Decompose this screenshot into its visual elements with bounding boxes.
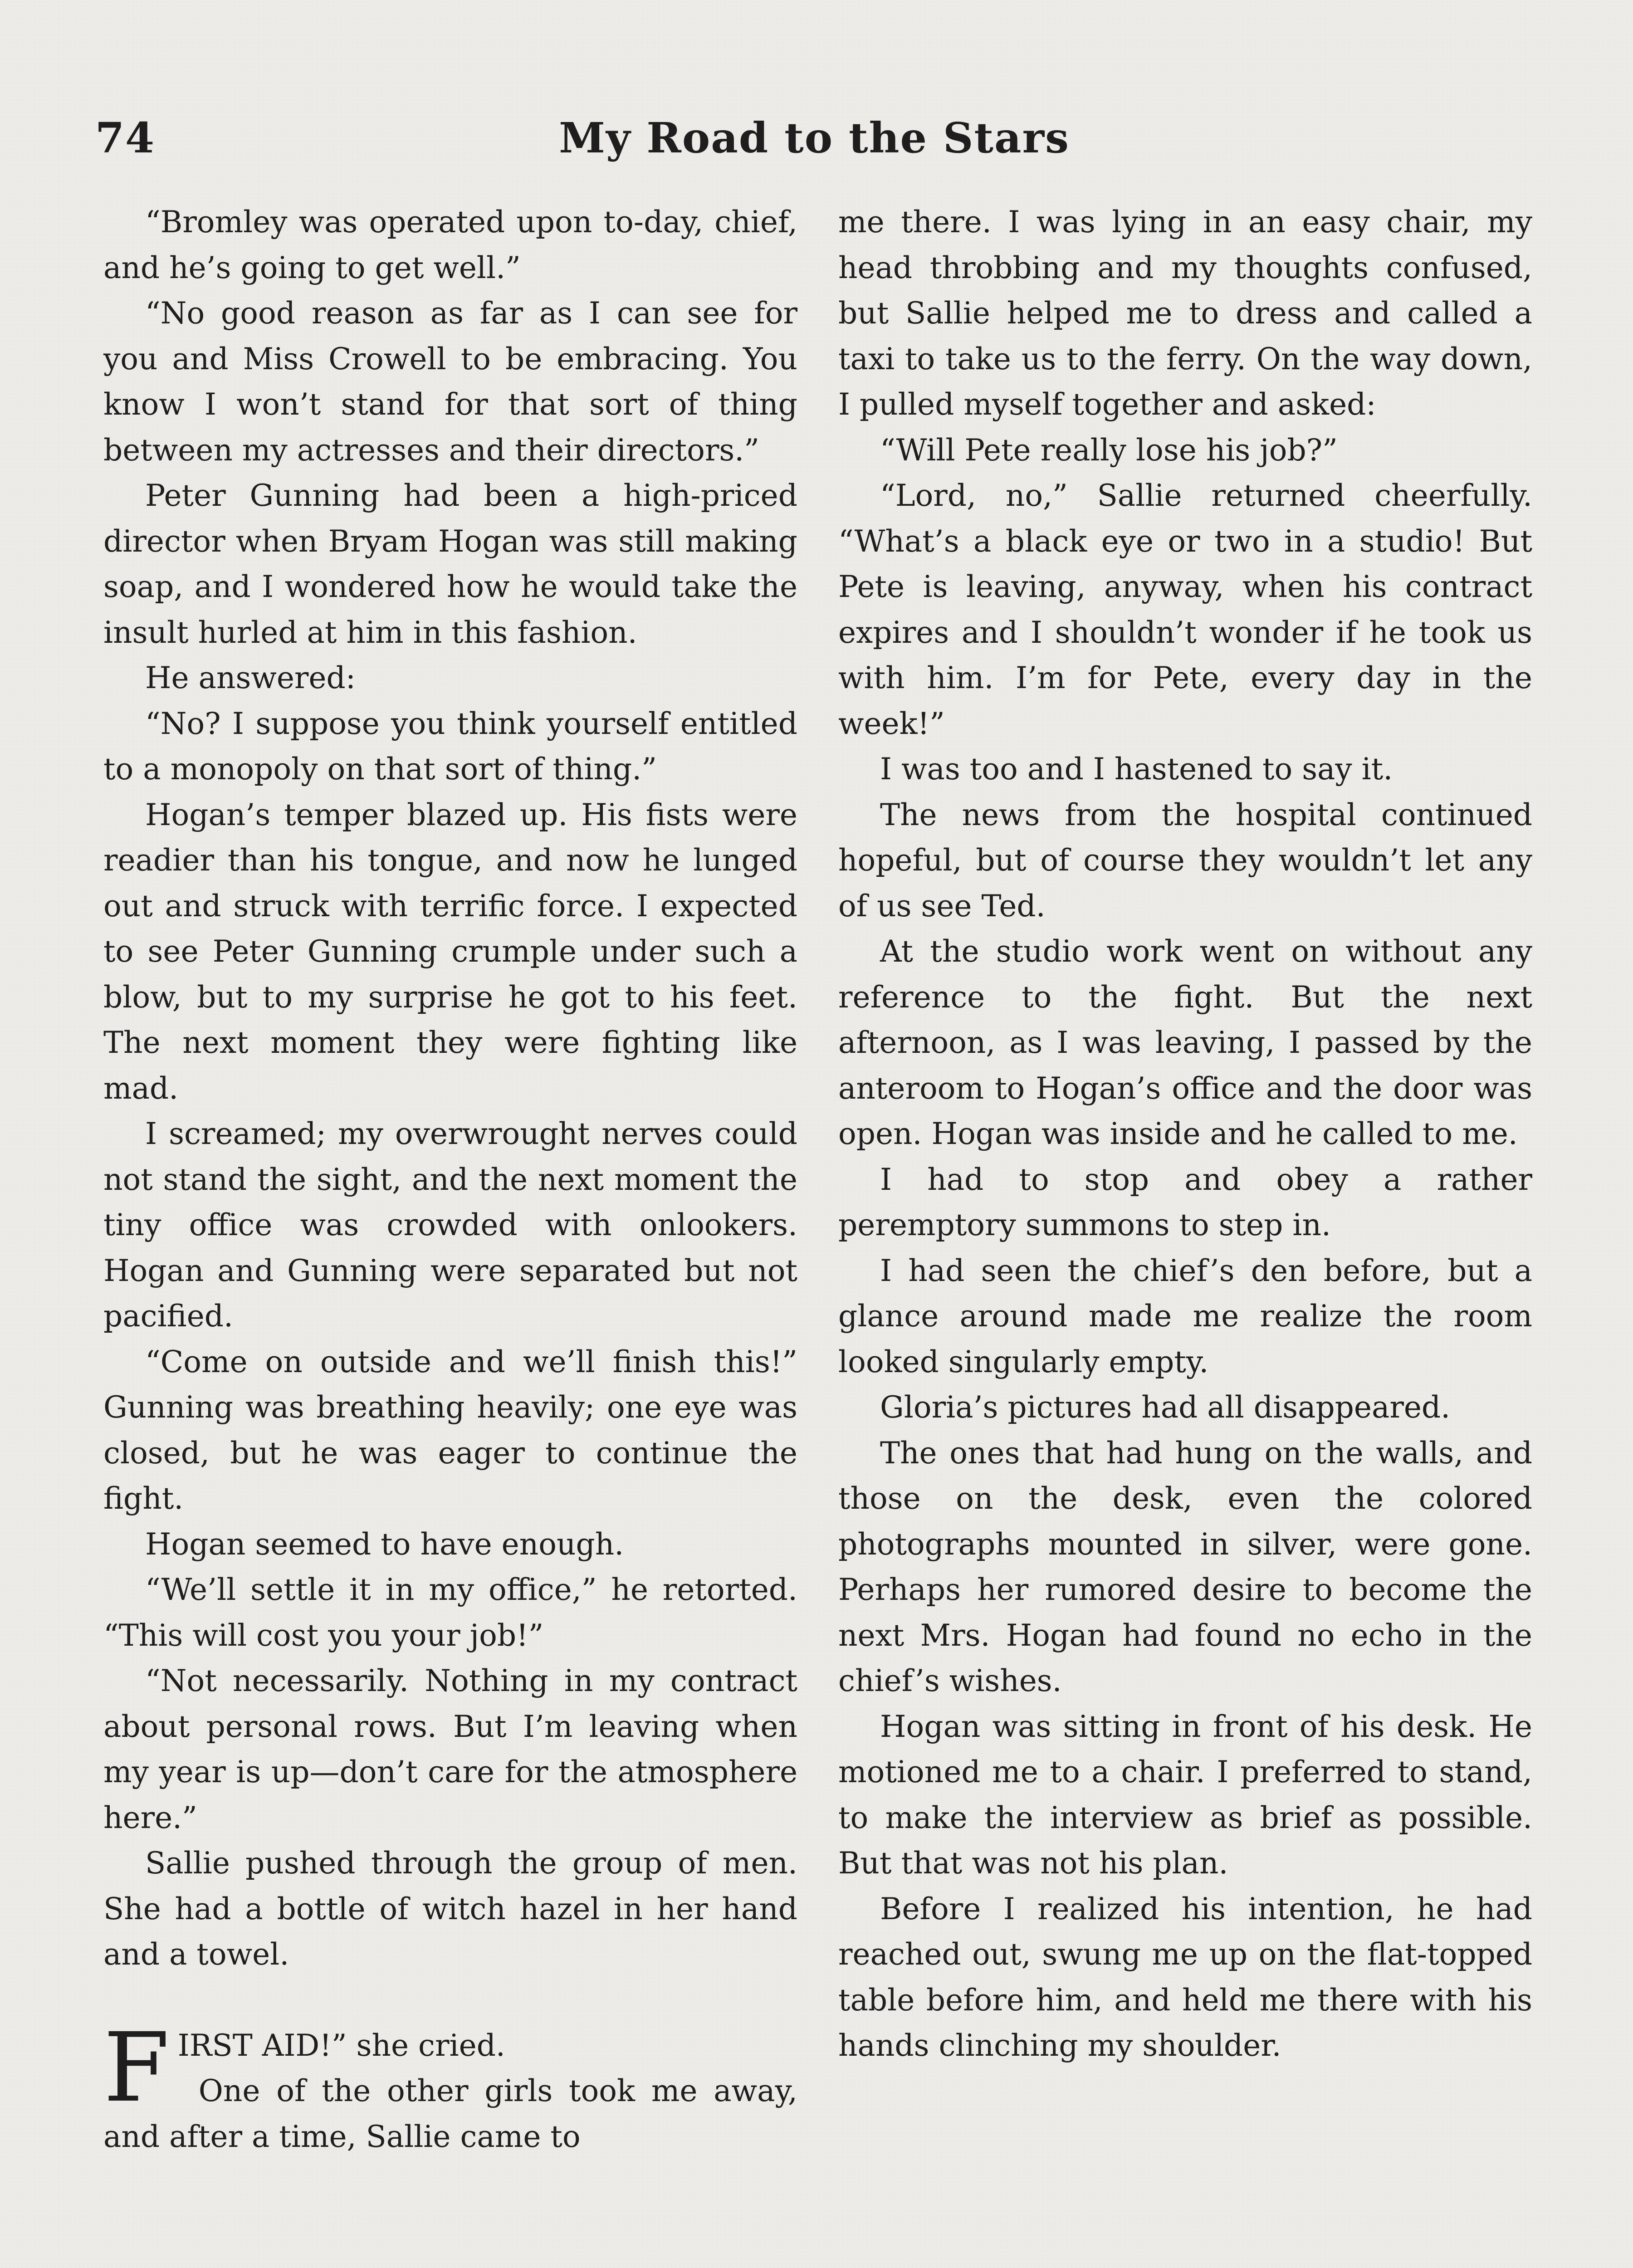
paragraph: Peter Gunning had been a high-priced director when Bryam Hogan was still making soap, and I wondered how he would take the insult hurled at him in this fashion. <box>103 478 797 650</box>
paragraph: He answered: <box>145 660 356 695</box>
paragraph: I had seen the chief’s den before, but a glance around made me realize the room looked singularly empty. <box>838 1253 1532 1379</box>
page-number: 74 <box>95 113 156 162</box>
paragraph: “Will Pete really lose his job?” <box>880 432 1338 468</box>
paragraph: “No good reason as far as I can see for you and Miss Crowell to be embracing. You know I won’t stand for that sort of thing between my actresses and their directors.” <box>103 296 797 468</box>
paragraph: Gloria’s pictures had all disappeared. <box>880 1390 1451 1425</box>
right-column <box>838 200 1532 2069</box>
section-continuation: One of the other girls took me away, and after a time, Sallie came to <box>103 2073 797 2154</box>
drop-cap: F <box>103 2012 170 2123</box>
section-first-line: IRST AID!” she cried. <box>177 2028 505 2063</box>
paragraph: “Bromley was operated upon to-day, chief, and he’s going to get well.” <box>103 205 797 285</box>
page-header <box>95 113 1533 172</box>
section-opening <box>103 2012 797 2160</box>
paragraph: The ones that had hung on the walls, and those on the desk, even the colored photographs mounted in silver, were gone. Perhaps her rumored desire to become the next Mrs. Hogan had found no echo in the chief’s wishes. <box>838 1435 1532 1698</box>
paragraph: Before I realized his intention, he had reached out, swung me up on the flat-topped table before him, and held me there with his hands clinching my shoulder. <box>838 1891 1532 2063</box>
paragraph: Hogan was sitting in front of his desk. He motioned me to a chair. I preferred to stand, to make the interview as brief as possible. But that was not his plan. <box>838 1709 1532 1881</box>
paragraph: me there. I was lying in an easy chair, my head throbbing and my thoughts confused, but Sallie helped me to dress and called a taxi to take us to the ferry. On the way down, I pulled myself together and asked: <box>838 205 1532 422</box>
paragraph: The news from the hospital continued hopeful, but of course they wouldn’t let any of us see Ted. <box>838 797 1532 924</box>
paragraph: Sallie pushed through the group of men. She had a bottle of witch hazel in her hand and a towel. <box>103 1846 797 1972</box>
paragraph: Hogan seemed to have enough. <box>145 1526 624 1562</box>
paragraph: I was too and I hastened to say it. <box>880 752 1393 787</box>
section-break <box>103 1978 797 2023</box>
paragraph: I had to stop and obey a rather peremptory summons to step in. <box>838 1162 1532 1242</box>
paragraph: “Lord, no,” Sallie returned cheerfully. “What’s a black eye or two in a studio! But Pete is leaving, anyway, when his contract expires and I shouldn’t wonder if he took us with him. I’m for Pete, every day in the week!” <box>838 478 1532 741</box>
left-column <box>103 200 797 2160</box>
running-title: My Road to the Stars <box>559 113 1070 162</box>
paragraph: Hogan’s temper blazed up. His fists were readier than his tongue, and now he lunged out and struck with terrific force. I expected to see Peter Gunning crumple under such a blow, but to my surprise he got to his feet. The next moment they were fighting like mad. <box>103 797 797 1106</box>
paragraph: “We’ll settle it in my office,” he retorted. “This will cost you your job!” <box>103 1572 797 1653</box>
paragraph: “Not necessarily. Nothing in my contract about personal rows. But I’m leaving when my year is up—don’t care for the atmosphere here.” <box>103 1663 797 1835</box>
paragraph: “Come on outside and we’ll finish this!” Gunning was breathing heavily; one eye was closed, but he was eager to continue the fight. <box>103 1344 797 1516</box>
paragraph: “No? I suppose you think yourself entitled to a monopoly on that sort of thing.” <box>103 706 797 787</box>
paragraph: I screamed; my overwrought nerves could not stand the sight, and the next moment the tiny office was crowded with onlookers. Hogan and Gunning were separated but not pacified. <box>103 1116 797 1334</box>
paragraph: At the studio work went on without any reference to the fight. But the next afternoon, as I was leaving, I passed by the anteroom to Hogan’s office and the door was open. Hogan was inside and he called to me. <box>838 934 1532 1151</box>
